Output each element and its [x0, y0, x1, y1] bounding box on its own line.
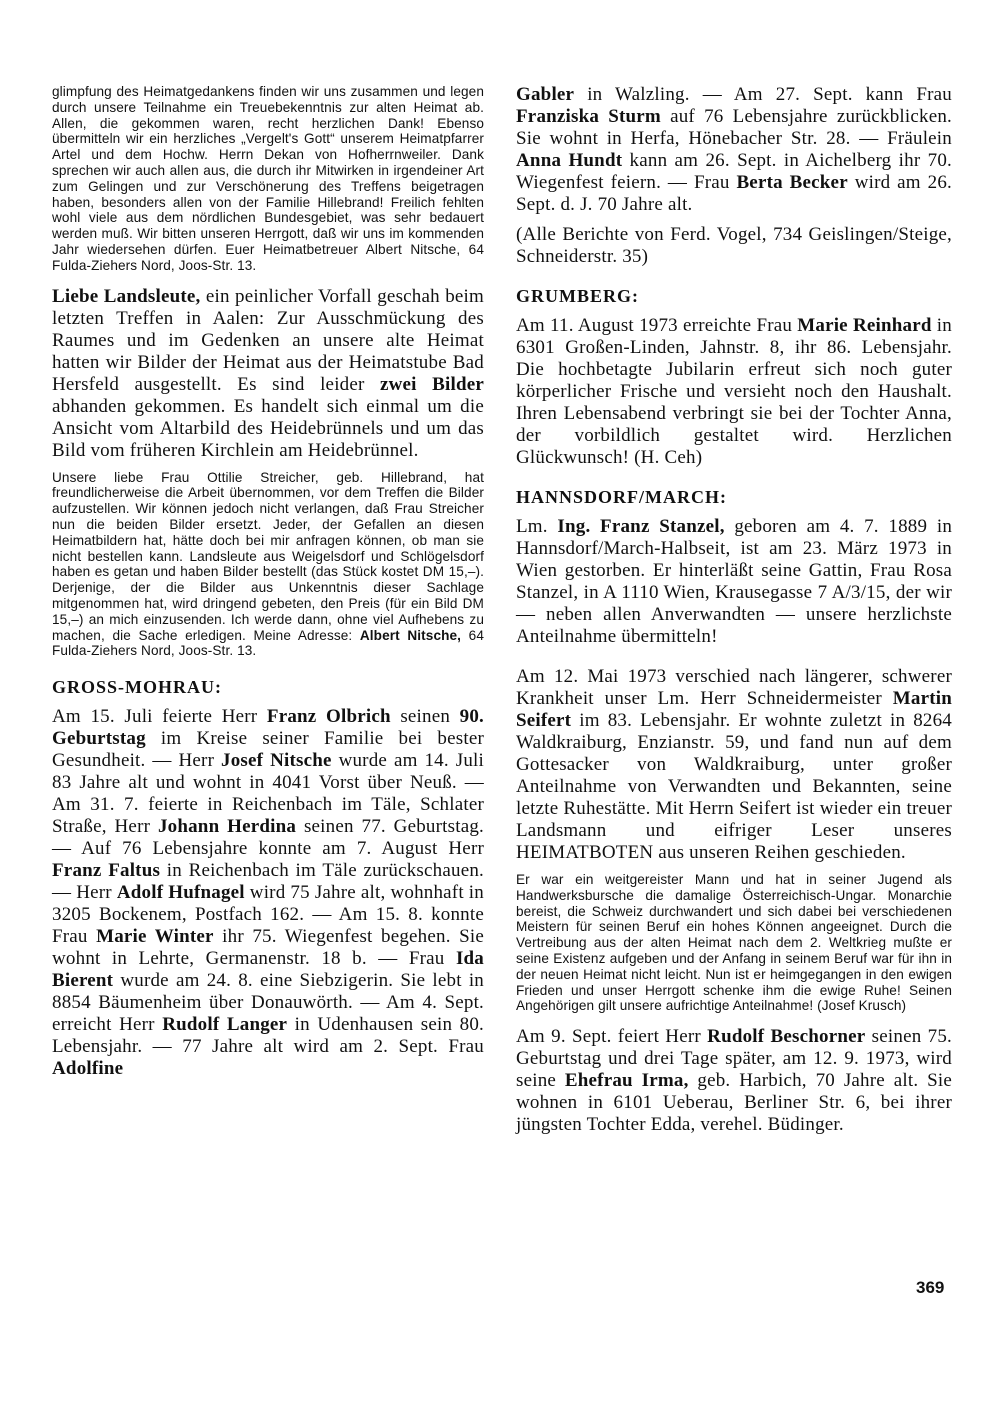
- seifert-paragraph: Am 12. Mai 1973 verschied nach längerer, schwerer Krankheit unser Lm. Herr Schneidermeister Martin Seifert im 83. Lebensjahr. Er wohnte zuletzt in 8264 Waldkraiburg, Enzianstr. 59, und fand nun auf dem Gottesacker von Waldkraiburg, unter großer Anteilnahme von Verwandten und Bekannten, seine letzte Ruhestätte. Mit Herrn Seifert ist wieder ein treuer Landsmann und eifriger Leser unseres HEIMATBOTEN aus unseren Reihen geschieden.: [516, 666, 952, 863]
- beschorner-paragraph: Am 9. Sept. feiert Herr Rudolf Beschorner seinen 75. Geburtstag und drei Tage später, am 12. 9. 1973, wird seine Ehefrau Irma, geb. Harbich, 70 Jahre alt. Sie wohnen in 6101 Ueberau, Berliner Str. 6, bei ihrer jüngsten Tochter Edda, verehel. Büdinger.: [516, 1026, 953, 1136]
- reports-note: (Alle Berichte von Ferd. Vogel, 734 Geislingen/Steige, Schneiderstr. 35): [516, 224, 952, 267]
- seifert-small-paragraph: Er war ein weitgereister Mann und hat in seiner Jugend als Handwerksbursche die damalige Österreichisch-Ungar. Monarchie bereist, die Schweiz durchwandert und sich dabei bei verschiedenen Meistern für seinen Beruf ein hohes Können angeeignet. Durch die Vertreibung aus der alten Heimat nach dem 2. Weltkrieg mußte er seine Existenz aufgeben und der Anfang in seinem Beruf war für ihn in der neuen Heimat nicht leicht. Nun ist er heimgegangen in den ewigen Frieden und unser Herrgott schenke ihm die ewige Ruhe! Seinen Angehörigen gilt unsere aufrichtige Anteilnahme! (Josef Krusch): [516, 872, 952, 1014]
- heading-grumberg: GRUMBERG:: [516, 286, 639, 306]
- grumberg-paragraph: Am 11. August 1973 erreichte Frau Marie Reinhard in 6301 Großen-Linden, Jahnstr. 8, ihr 86. Lebensjahr. Die hochbetagte Jubilarin erfreut sich noch guter körperlicher Frische und versieht noch den Haushalt. Ihren Lebensabend verbringt sie bei der Tochter Anna, der vorbildlich gestaltet wird. Herzlichen Glückwunsch! (H. Ceh): [516, 315, 952, 468]
- appeal-paragraph: Liebe Landsleute, ein peinlicher Vorfall geschah beim letzten Treffen in Aalen: Zur Ausschmückung des Raumes und im Gedenken an unsere alte Heimat hatten wir Bilder der Heimat aus der Heimatstube Bad Hersfeld ausgestellt. Es sind leider zwei Bilder abhanden gekommen. Es handelt sich einmal um die Ansicht vom Altarbild des Heidebrünnels und um das Bild vom früheren Kirchlein am Heidebrünnel.: [52, 285, 484, 461]
- left-column: [52, 84, 484, 1080]
- heading-hannsdorf: HANNSDORF/MARCH:: [516, 487, 727, 507]
- gross-mohrau-paragraph: Am 15. Juli feierte Herr Franz Olbrich seinen 90. Geburtstag im Kreise seiner Familie bei bester Gesundheit. — Herr Josef Nitsche wurde am 14. Juli 83 Jahre alt und wohnt in 4041 Vorst über Neuß. — Am 31. 7. feierte in Reichenbach im Täle, Schlater Straße, Herr Johann Herdina seinen 77. Geburtstag. — Auf 76 Lebensjahre konnte am 7. August Herr Franz Faltus in Reichenbach im Täle zurückschauen. — Herr Adolf Hufnagel wird 75 Jahre alt, wohnhaft in 3205 Bockenem, Postfach 162. — Am 15. 8. konnte Frau Marie Winter ihr 75. Wiegenfest begehen. Sie wohnt in Lehrte, Germanenstr. 18 b. — Frau Ida Bierent wurde am 24. 8. eine Siebzigerin. Sie lebt in 8854 Bäumenheim über Donauwörth. — Am 4. Sept. erreicht Herr Rudolf Langer in Udenhausen sein 80. Lebensjahr. — 77 Jahre alt wird am 2. Sept. Frau Adolfine: [52, 706, 485, 1080]
- thanks-paragraph: glimpfung des Heimatgedankens finden wir uns zusammen und legen durch unsere Teilnahme ein Treuebekenntnis zur alten Heimat ab. Allen, die gekommen waren, recht herzlichen Dank! Ebenso übermitteln wir ein herzliches „Vergelt's Gott“ unserem Heimatpfarrer Artel und dem Hochw. Herrn Dekan von Hofherrnweiler. Dank sprechen wir auch allen aus, die durch ihr Mitwirken in irgendeiner Art zum Gelingen und zur Verschönerung des Treffens beigetragen haben, besonders allen von der Familie Hillebrand! Freilich fehlten wohl viele aus dem nördlichen Bundesgebiet, was sehr bedauert werden muß. Wir bitten unseren Herrgott, daß wir uns im kommenden Jahr wiedersehen dürfen. Euer Heimatbetreuer Albert Nitsche, 64 Fulda-Ziehers Nord, Joos-Str. 13.: [52, 84, 484, 273]
- page-number: 369: [916, 1278, 945, 1297]
- heading-gross-mohrau: GROSS-MOHRAU:: [52, 677, 222, 698]
- hannsdorf-paragraph: Lm. Ing. Franz Stanzel, geboren am 4. 7. 1889 in Hannsdorf/March-Halbseit, ist am 23. März 1973 in Wien gestorben. Er hinterläßt seine Gattin, Frau Rosa Stanzel, in A 1110 Wien, Krausegasse 7 A/3/15, der wir — neben allen Anverwandten — unsere herzlichste Anteilnahme übermitteln!: [516, 516, 953, 647]
- birthdays-continued-paragraph: Gabler in Walzling. — Am 27. Sept. kann Frau Franziska Sturm auf 76 Lebensjahre zurückblicken. Sie wohnt in Herfa, Hönebacher Str. 28. — Fräulein Anna Hundt kann am 26. Sept. in Aichelberg ihr 70. Wiegenfest feiern. — Frau Berta Becker wird am 26. Sept. d. J. 70 Jahre alt.: [516, 84, 952, 215]
- right-column: [516, 84, 952, 1136]
- appeal-opening: Liebe Landsleute,: [52, 285, 201, 307]
- pictures-paragraph: Unsere liebe Frau Ottilie Streicher, geb. Hillebrand, hat freundlicherweise die Arbeit übernommen, vor dem Treffen die Bilder aufzustellen. Wir können jedoch nicht verlangen, daß Frau Streicher nun die beiden Bilder ersetzt. Jeder, der Gefallen an diesen Heimatbildern hat, hätte doch bei mir anfragen können, ob man sie nicht bestellen kann. Landsleute aus Weigelsdorf und Schlögelsdorf haben es getan und haben Bilder bestellt (das Stück kostet DM 15,–). Derjenige, der die Bilder aus Unkenntnis dieser Sachlage mitgenommen hat, wird dringend gebeten, den Preis (für ein Bild DM 15,–) an mich einzusenden. Ich werde dann, ohne viel Aufhebens zu machen, die Sache erledigen. Meine Adresse: Albert Nitsche, 64 Fulda-Ziehers Nord, Joos-Str. 13.: [52, 469, 484, 659]
